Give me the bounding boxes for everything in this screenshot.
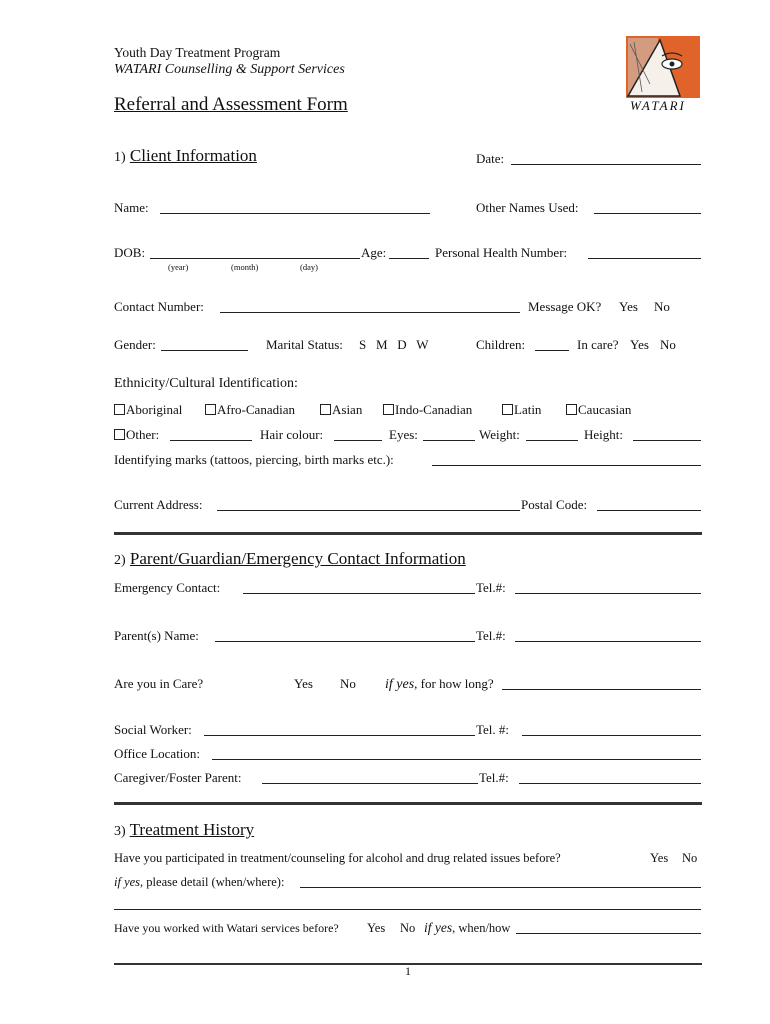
parents-name-field[interactable] bbox=[215, 641, 475, 642]
in-care-no-option[interactable]: No bbox=[340, 676, 356, 691]
parents-tel-field[interactable] bbox=[515, 641, 701, 642]
ethnic-option-other[interactable] bbox=[114, 427, 159, 443]
caregiver-field[interactable] bbox=[262, 783, 478, 784]
phn-label: Personal Health Number: bbox=[435, 245, 568, 260]
dob-label: DOB: bbox=[114, 245, 146, 260]
option-label: Caucasian bbox=[578, 402, 632, 417]
in-care-question: Are you in Care? bbox=[114, 676, 204, 691]
checkbox-icon[interactable] bbox=[114, 404, 125, 415]
when-how-text: , when/how bbox=[452, 921, 511, 935]
watari-question-text: Have you worked with Watari services before? bbox=[114, 921, 339, 935]
parents-tel-label: Tel.#: bbox=[476, 628, 506, 643]
name-field[interactable] bbox=[160, 213, 430, 214]
in-care-yes[interactable]: Yes bbox=[630, 337, 649, 352]
logo-text: WATARI bbox=[630, 98, 686, 113]
identifying-marks-label: Identifying marks (tattoos, piercing, birth marks etc.): bbox=[114, 452, 394, 467]
marital-status-label: Marital Status: bbox=[266, 337, 343, 352]
program-name: Youth Day Treatment Program bbox=[114, 45, 281, 60]
if-yes-text: if yes bbox=[114, 875, 141, 889]
ethnic-option-caucasian[interactable] bbox=[566, 402, 631, 418]
social-worker-tel-field[interactable] bbox=[522, 735, 701, 736]
treatment-yes-option[interactable]: Yes bbox=[650, 851, 669, 865]
other-field[interactable] bbox=[170, 440, 252, 441]
ethnic-option-aboriginal[interactable] bbox=[114, 402, 182, 418]
option-label: Asian bbox=[332, 402, 363, 417]
social-worker-label: Social Worker: bbox=[114, 722, 192, 737]
children-label: Children: bbox=[476, 337, 526, 352]
emergency-tel-field[interactable] bbox=[515, 593, 701, 594]
current-address-field[interactable] bbox=[217, 510, 520, 511]
section-3-heading bbox=[114, 820, 254, 840]
how-long-text: , for how long? bbox=[414, 676, 494, 691]
emergency-contact-field[interactable] bbox=[243, 593, 475, 594]
eyes-field[interactable] bbox=[423, 440, 475, 441]
children-field[interactable] bbox=[535, 350, 569, 351]
treatment-detail-field[interactable] bbox=[300, 887, 701, 888]
date-field[interactable] bbox=[511, 164, 701, 165]
ethnic-option-asian[interactable] bbox=[320, 402, 362, 418]
watari-logo bbox=[620, 34, 704, 120]
checkbox-icon[interactable] bbox=[383, 404, 394, 415]
checkbox-icon[interactable] bbox=[114, 429, 125, 440]
watari-when-how-label bbox=[424, 920, 510, 936]
checkbox-icon[interactable] bbox=[566, 404, 577, 415]
dob-field[interactable] bbox=[150, 258, 360, 259]
postal-code-label: Postal Code: bbox=[521, 497, 588, 512]
gender-label: Gender: bbox=[114, 337, 156, 352]
section-1-number: 1) bbox=[114, 150, 126, 165]
date-label: Date: bbox=[476, 151, 505, 166]
contact-number-label: Contact Number: bbox=[114, 299, 204, 314]
section-3-title: Treatment History bbox=[129, 820, 255, 839]
watari-yes-option[interactable]: Yes bbox=[367, 921, 386, 935]
marital-status-options[interactable]: S M D W bbox=[359, 337, 429, 352]
in-care-yes-option[interactable]: Yes bbox=[294, 676, 313, 691]
checkbox-icon[interactable] bbox=[205, 404, 216, 415]
detail-text: , please detail (when/where): bbox=[140, 875, 285, 889]
option-label: Aboriginal bbox=[126, 402, 183, 417]
postal-code-field[interactable] bbox=[597, 510, 701, 511]
section-divider bbox=[114, 802, 702, 805]
watari-services-question bbox=[114, 921, 339, 936]
in-care-how-long-field[interactable] bbox=[502, 689, 701, 690]
current-address-label: Current Address: bbox=[114, 497, 203, 512]
ethnic-option-indo-canadian[interactable] bbox=[383, 402, 472, 418]
treatment-detail-label bbox=[114, 875, 284, 890]
caregiver-label: Caregiver/Foster Parent: bbox=[114, 770, 242, 785]
ethnic-option-latin[interactable] bbox=[502, 402, 541, 418]
if-yes-text: if yes bbox=[424, 920, 453, 935]
dob-month-hint: (month) bbox=[231, 262, 259, 272]
treatment-detail-field-2[interactable] bbox=[114, 909, 701, 910]
social-worker-field[interactable] bbox=[204, 735, 475, 736]
ethnic-option-afro-canadian[interactable] bbox=[205, 402, 295, 418]
social-worker-tel-label: Tel. #: bbox=[476, 722, 510, 737]
eyes-label: Eyes: bbox=[389, 427, 418, 442]
in-care-no[interactable]: No bbox=[660, 337, 676, 352]
contact-number-field[interactable] bbox=[220, 312, 520, 313]
section-2-number: 2) bbox=[114, 553, 126, 568]
checkbox-icon[interactable] bbox=[320, 404, 331, 415]
hair-colour-label: Hair colour: bbox=[260, 427, 324, 442]
section-1-heading bbox=[114, 146, 257, 166]
watari-no-option[interactable]: No bbox=[400, 921, 416, 935]
name-label: Name: bbox=[114, 200, 149, 215]
age-label: Age: bbox=[361, 245, 387, 260]
option-label: Latin bbox=[514, 402, 542, 417]
in-care-label: In care? bbox=[577, 337, 619, 352]
weight-label: Weight: bbox=[479, 427, 520, 442]
form-title: Referral and Assessment Form bbox=[114, 94, 348, 115]
section-3-number: 3) bbox=[114, 824, 126, 839]
option-label: Indo-Canadian bbox=[395, 402, 473, 417]
option-label: Other: bbox=[126, 427, 160, 442]
other-names-label: Other Names Used: bbox=[476, 200, 579, 215]
watari-when-how-field[interactable] bbox=[516, 933, 701, 934]
emergency-contact-label: Emergency Contact: bbox=[114, 580, 221, 595]
org-name: WATARI Counselling & Support Services bbox=[114, 62, 345, 77]
in-care-how-long-label bbox=[385, 676, 494, 693]
treatment-no-option[interactable]: No bbox=[682, 851, 698, 865]
ethnicity-heading: Ethnicity/Cultural Identification: bbox=[114, 376, 298, 391]
page-number: 1 bbox=[405, 964, 411, 978]
message-ok-no[interactable]: No bbox=[654, 299, 670, 314]
option-label: Afro-Canadian bbox=[217, 402, 295, 417]
caregiver-tel-field[interactable] bbox=[519, 783, 701, 784]
age-field[interactable] bbox=[389, 258, 429, 259]
hair-colour-field[interactable] bbox=[334, 440, 382, 441]
section-2-title: Parent/Guardian/Emergency Contact Information bbox=[129, 549, 466, 568]
message-ok-yes[interactable]: Yes bbox=[619, 299, 638, 314]
phn-field[interactable] bbox=[588, 258, 701, 259]
caregiver-tel-label: Tel.#: bbox=[479, 770, 509, 785]
height-label: Height: bbox=[584, 427, 623, 442]
parents-name-label: Parent(s) Name: bbox=[114, 628, 199, 643]
message-ok-label: Message OK? bbox=[528, 299, 602, 314]
identifying-marks-field[interactable] bbox=[432, 465, 701, 466]
dob-year-hint: (year) bbox=[168, 262, 189, 272]
weight-field[interactable] bbox=[526, 440, 578, 441]
emergency-tel-label: Tel.#: bbox=[476, 580, 506, 595]
section-2-heading bbox=[114, 549, 466, 569]
checkbox-icon[interactable] bbox=[502, 404, 513, 415]
section-divider bbox=[114, 532, 702, 535]
height-field[interactable] bbox=[633, 440, 701, 441]
dob-day-hint: (day) bbox=[300, 262, 318, 272]
if-yes-text: if yes bbox=[385, 677, 415, 692]
treatment-question: Have you participated in treatment/counseling for alcohol and drug related issues before? bbox=[114, 851, 561, 865]
other-names-field[interactable] bbox=[594, 213, 701, 214]
section-1-title: Client Information bbox=[129, 146, 257, 165]
office-location-field[interactable] bbox=[212, 759, 701, 760]
office-location-label: Office Location: bbox=[114, 746, 201, 761]
gender-field[interactable] bbox=[161, 350, 248, 351]
